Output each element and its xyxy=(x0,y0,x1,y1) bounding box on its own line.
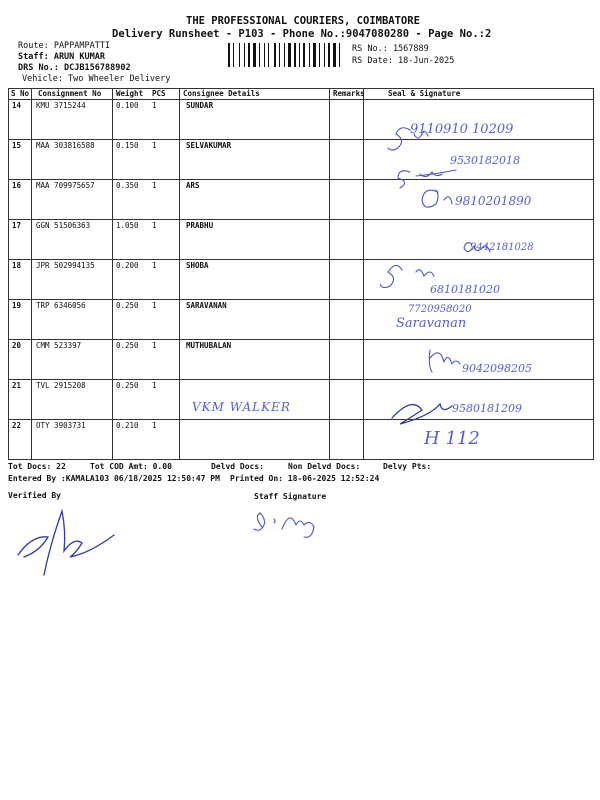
total-docs: Tot Docs: 22 xyxy=(8,462,66,471)
cell-sno: 16 xyxy=(12,181,22,190)
barcode-bar xyxy=(259,43,260,67)
barcode-bar xyxy=(270,43,273,67)
barcode-bar xyxy=(288,43,291,67)
barcode-bar xyxy=(248,43,250,67)
cell-pcs: 1 xyxy=(152,421,157,430)
barcode-bar xyxy=(274,43,276,67)
barcode-bar xyxy=(292,43,293,67)
barcode-bar xyxy=(324,43,325,67)
barcode-bar xyxy=(284,43,285,67)
delivery-points: Delvy Pts: xyxy=(383,462,432,471)
cell-consignment: JPR 502994135 xyxy=(36,261,95,270)
barcode-bar xyxy=(264,43,265,67)
table-bottom-border xyxy=(8,459,594,460)
barcode-bar xyxy=(341,43,343,67)
barcode-bar xyxy=(326,43,327,67)
cell-pcs: 1 xyxy=(152,301,157,310)
cell-pcs: 1 xyxy=(152,221,157,230)
barcode-bar xyxy=(306,43,308,67)
route-label: Route: PAPPAMPATTI xyxy=(18,41,111,51)
cell-sno: 15 xyxy=(12,141,22,150)
rs-date: RS Date: 18-Jun-2025 xyxy=(352,56,455,66)
barcode-bar xyxy=(339,43,340,67)
barcode-bar xyxy=(253,43,256,67)
barcode-bar xyxy=(228,43,230,67)
barcode-bar xyxy=(277,43,278,67)
handwritten-signature-r19: Saravanan xyxy=(396,316,467,331)
barcode-bar xyxy=(313,43,316,67)
cell-sno: 18 xyxy=(12,261,22,270)
cell-weight: 0.150 xyxy=(116,141,139,150)
handwritten-signature-r15: 9530182018 xyxy=(450,154,520,167)
barcode-bar xyxy=(266,43,267,67)
cell-consignee: SELVAKUMAR xyxy=(186,141,232,150)
barcode-bar xyxy=(257,43,258,67)
cell-consignment: KMU 3715244 xyxy=(36,101,86,110)
cell-weight: 0.250 xyxy=(116,301,139,310)
cell-pcs: 1 xyxy=(152,261,157,270)
cell-consignee: SARAVANAN xyxy=(186,301,227,310)
barcode-bar xyxy=(268,43,269,67)
header-weight: Weight xyxy=(116,89,144,98)
handwritten-signature-r14: 9110910 10209 xyxy=(410,122,514,137)
cell-consignment: TVL 2915208 xyxy=(36,381,86,390)
barcode-bar xyxy=(279,43,280,67)
rs-number: RS No.: 1567889 xyxy=(352,44,429,54)
cell-weight: 0.100 xyxy=(116,101,139,110)
header-remarks: Remarks xyxy=(333,89,365,98)
cell-weight: 0.250 xyxy=(116,381,139,390)
cell-pcs: 1 xyxy=(152,101,157,110)
barcode-bar xyxy=(309,43,310,67)
cell-sno: 17 xyxy=(12,221,22,230)
cell-weight: 0.200 xyxy=(116,261,139,270)
barcode-bar xyxy=(321,43,323,67)
verifier-signature-icon xyxy=(10,495,120,580)
header-seal: Seal & Signature xyxy=(388,89,461,98)
cell-consignee: SHOBA xyxy=(186,261,209,270)
cell-weight: 0.210 xyxy=(116,421,139,430)
barcode-bar xyxy=(286,43,287,67)
staff-signature-icon xyxy=(252,505,332,545)
barcode-bar xyxy=(239,43,240,67)
total-cod-amount: Tot COD Amt: 0.00 xyxy=(90,462,172,471)
printed-on: Printed On: 18-06-2025 12:52:24 xyxy=(230,474,380,483)
cell-consignee: SUNDAR xyxy=(186,101,214,110)
barcode-bar xyxy=(251,43,252,67)
handwritten-signature-r20: 9042098205 xyxy=(462,362,532,375)
cell-sno: 21 xyxy=(12,381,22,390)
barcode-bar xyxy=(299,43,300,67)
header-consignment: Consignment No xyxy=(38,89,102,98)
barcode-bar xyxy=(244,43,245,67)
staff-label: Staff: ARUN KUMAR xyxy=(18,52,105,62)
cell-pcs: 1 xyxy=(152,341,157,350)
entered-by: Entered By :KAMALA103 06/18/2025 12:50:47 PM xyxy=(8,474,220,483)
cell-sno: 19 xyxy=(12,301,22,310)
handwritten-signature-r18: 6810181020 xyxy=(430,283,500,296)
barcode-bar xyxy=(337,43,338,67)
cell-pcs: 1 xyxy=(152,141,157,150)
barcode-bar xyxy=(294,43,296,67)
drs-label: DRS No.: DCJB156788902 xyxy=(18,63,131,73)
cell-consignment: MAA 303816588 xyxy=(36,141,95,150)
cell-consignment: MAA 709975657 xyxy=(36,181,95,190)
cell-sno: 14 xyxy=(12,101,22,110)
company-title: THE PROFESSIONAL COURIERS, COIMBATORE xyxy=(186,15,420,27)
cell-consignment: OTY 3903731 xyxy=(36,421,86,430)
handwritten-signature-r19-number: 7720958020 xyxy=(408,304,472,315)
barcode-bar xyxy=(281,43,283,67)
runsheet-subtitle: Delivery Runsheet - P103 - Phone No.:9047080280 - Page No.:2 xyxy=(112,28,492,40)
barcode-bar xyxy=(317,43,318,67)
cell-consignee: ARS xyxy=(186,181,200,190)
barcode-bar xyxy=(333,43,336,67)
barcode-bar xyxy=(246,43,247,67)
header-pcs: PCS xyxy=(152,89,166,98)
barcode-bar xyxy=(301,43,302,67)
cell-weight: 0.250 xyxy=(116,341,139,350)
barcode-bar xyxy=(297,43,298,67)
barcode-bar xyxy=(328,43,330,67)
barcode-bar xyxy=(241,43,243,67)
barcode-bar xyxy=(319,43,320,67)
barcode-bar xyxy=(233,43,234,67)
vehicle-label: Vehicle: Two Wheeler Delivery xyxy=(22,74,171,84)
cell-consignment: GGN 51506363 xyxy=(36,221,91,230)
cell-consignment: CMM 523397 xyxy=(36,341,82,350)
cell-consignment: TRP 6346056 xyxy=(36,301,86,310)
cell-weight: 1.050 xyxy=(116,221,139,230)
non-delivered-docs: Non Delvd Docs: xyxy=(288,462,361,471)
verified-by-label: Verified By xyxy=(8,491,61,500)
cell-consignee: PRABHU xyxy=(186,221,214,230)
handwritten-signature-r16: 9810201890 xyxy=(455,194,532,208)
header-consignee: Consignee Details xyxy=(183,89,260,98)
barcode-bar xyxy=(303,43,305,67)
barcode-bar xyxy=(261,43,263,67)
barcode-bar xyxy=(331,43,332,67)
handwritten-remark-r21: VKM WALKER xyxy=(192,400,291,414)
staff-signature-label: Staff Signature xyxy=(254,492,327,501)
cell-pcs: 1 xyxy=(152,181,157,190)
barcode-bar xyxy=(235,43,238,67)
cell-sno: 20 xyxy=(12,341,22,350)
handwritten-signature-r17: 9442181028 xyxy=(470,242,534,253)
handwritten-scribbles xyxy=(380,110,590,455)
barcode-bar xyxy=(311,43,312,67)
cell-weight: 0.350 xyxy=(116,181,139,190)
header-sno: S No xyxy=(11,89,30,98)
handwritten-signature-r21: 9580181209 xyxy=(452,402,522,415)
barcode-icon xyxy=(228,43,344,67)
cell-pcs: 1 xyxy=(152,381,157,390)
barcode-bar xyxy=(231,43,232,67)
cell-sno: 22 xyxy=(12,421,22,430)
delivered-docs: Delvd Docs: xyxy=(211,462,264,471)
cell-consignee: MUTHUBALAN xyxy=(186,341,232,350)
handwritten-signature-r22: H 112 xyxy=(424,428,480,449)
